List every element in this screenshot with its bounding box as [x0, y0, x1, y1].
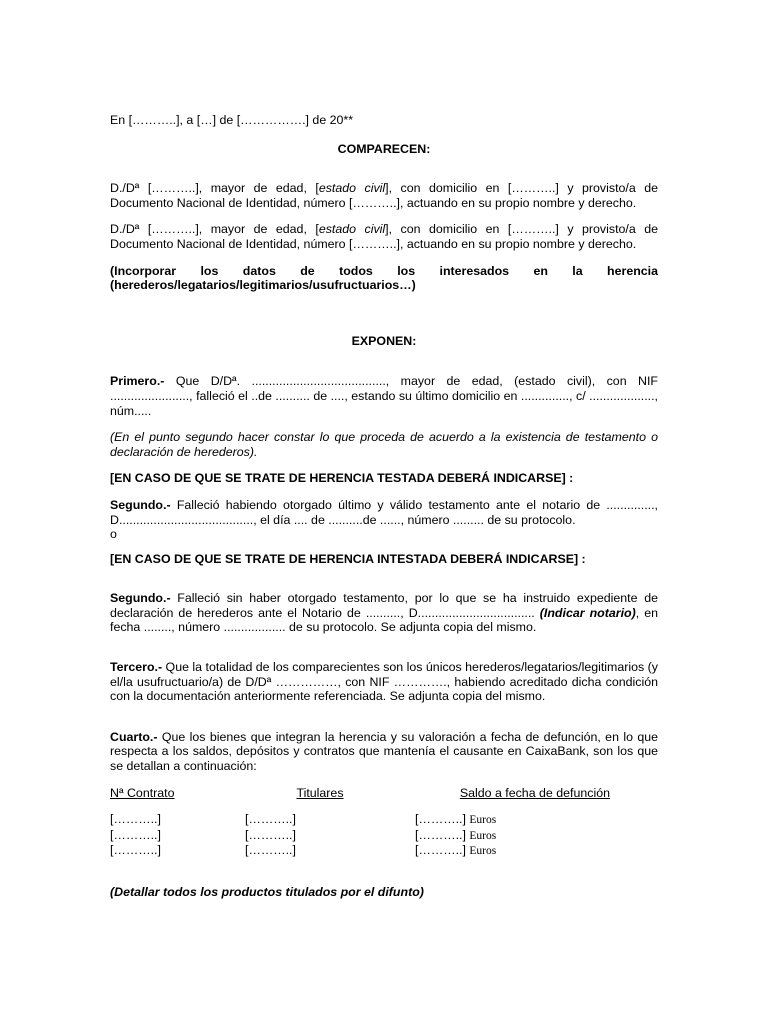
- contrato-cell: [………..]: [110, 843, 161, 858]
- intestada-heading: [EN CASO DE QUE SE TRATE DE HERENCIA INTESTADA DEBERÁ INDICARSE] :: [110, 551, 586, 566]
- exponen-heading: EXPONEN:: [351, 333, 417, 348]
- interesados-note: (Incorporar los datos de todos los interesados en la herencia (herederos/legatarios/legitimarios/usufructuarios…): [110, 263, 658, 293]
- titulares-cell: [………..]: [245, 812, 296, 827]
- segundo-testada-label: Segundo.-: [110, 497, 171, 512]
- cuarto-label: Cuarto.-: [110, 729, 158, 744]
- primero-label: Primero.-: [110, 374, 165, 389]
- titulares-cell: [………..]: [245, 843, 296, 858]
- saldo-currency: Euros: [469, 845, 497, 858]
- segundo-intestada-text-2: , en fecha ........, número .................. de su protocolo. Se adjunta copia del mismo.: [110, 605, 658, 635]
- cuarto-paragraph: [110, 730, 658, 774]
- compareciente-2-pre: D./Dª [………..], mayor de edad, [: [110, 222, 319, 237]
- comparecen-heading: COMPARECEN:: [337, 141, 431, 156]
- compareciente-1-civil: estado civil: [318, 181, 386, 196]
- contracts-table-header: [110, 786, 658, 801]
- saldo-value: [………..]: [415, 843, 466, 858]
- header-saldo: Saldo a fecha de defunción: [459, 785, 610, 800]
- header-contrato: Nª Contrato: [110, 785, 175, 800]
- saldo-value: [………..]: [415, 827, 466, 842]
- segundo-testada-text: Falleció habiendo otorgado último y válido testamento ante el notario de .............., D......................................., el día .... de ..........de ......, número ......... de su protocolo.: [110, 497, 658, 527]
- place-date-line: En [………..], a […] de […………….] de 20**: [110, 113, 354, 127]
- segundo-intestada-label: Segundo.-: [110, 591, 171, 606]
- table-row: [110, 812, 658, 828]
- tercero-label: Tercero.-: [110, 660, 163, 675]
- segundo-testada-paragraph: [110, 498, 658, 527]
- saldo-currency: Euros: [469, 814, 497, 827]
- or-connector: o: [110, 527, 117, 542]
- table-row: [110, 843, 658, 859]
- table-row: [110, 828, 658, 844]
- compareciente-1-post: ], con domicilio en [………..] y provisto/a de Documento Nacional de Identidad, número [………..], actuando en su propio nombre y derecho.: [110, 181, 658, 210]
- contrato-cell: [………..]: [110, 827, 161, 842]
- compareciente-1-pre: D./Dª [………..], mayor de edad, [: [110, 181, 319, 196]
- compareciente-2: [110, 222, 658, 251]
- compareciente-2-civil: estado civil: [318, 222, 386, 237]
- primero-text: Que D/Dª. ......................................., mayor de edad, (estado civil), con NIF ......................., falleció el ..de .......... de ...., estando su último domicilio en .............., c/ ..................., núm.....: [110, 374, 658, 418]
- tercero-paragraph: [110, 660, 658, 704]
- tercero-text: Que la totalidad de los comparecientes son los únicos herederos/legatarios/legitimarios (y el/la usufructuario/a) de D/Dª ……………, con NIF …………., habiendo acreditado dicha condición con la documentación anteriormente referenciada. Se adjunta copia del mismo.: [110, 660, 658, 704]
- saldo-cell: [415, 812, 658, 828]
- cuarto-text: Que los bienes que integran la herencia y su valoración a fecha de defunción, en lo que respecta a los saldos, depósitos y contratos que mantenía el causante en CaixaBank, son los que se detallan a continuación:: [110, 729, 658, 774]
- titulares-cell: [………..]: [245, 827, 296, 842]
- primero-paragraph: [110, 374, 658, 418]
- saldo-cell: [415, 843, 658, 859]
- header-titulares: Titulares: [296, 785, 344, 800]
- contrato-cell: [………..]: [110, 812, 161, 827]
- indicar-notario: (Indicar notario): [539, 605, 636, 620]
- testada-heading: [EN CASO DE QUE SE TRATE DE HERENCIA TESTADA DEBERÁ INDICARSE] :: [110, 471, 574, 486]
- segundo-intestada-text-1: Falleció sin haber otorgado testamento, por lo que se ha instruido expediente de declaración de herederos ante el Notario de .........., D..................................: [110, 591, 658, 620]
- compareciente-2-post: ], con domicilio en [………..] y provisto/a de Documento Nacional de Identidad, número [………..], actuando en su propio nombre y derecho.: [110, 222, 658, 251]
- final-note: (Detallar todos los productos titulados por el difunto): [110, 885, 424, 899]
- segundo-note: (En el punto segundo hacer constar lo que proceda de acuerdo a la existencia de testamento o declaración de herederos).: [110, 430, 658, 459]
- segundo-intestada-paragraph: [110, 591, 658, 635]
- saldo-currency: Euros: [469, 829, 497, 842]
- document-body: [110, 113, 658, 900]
- contracts-table: [110, 812, 658, 859]
- saldo-cell: [415, 828, 658, 844]
- compareciente-1: [110, 181, 658, 210]
- saldo-value: [………..]: [415, 812, 466, 827]
